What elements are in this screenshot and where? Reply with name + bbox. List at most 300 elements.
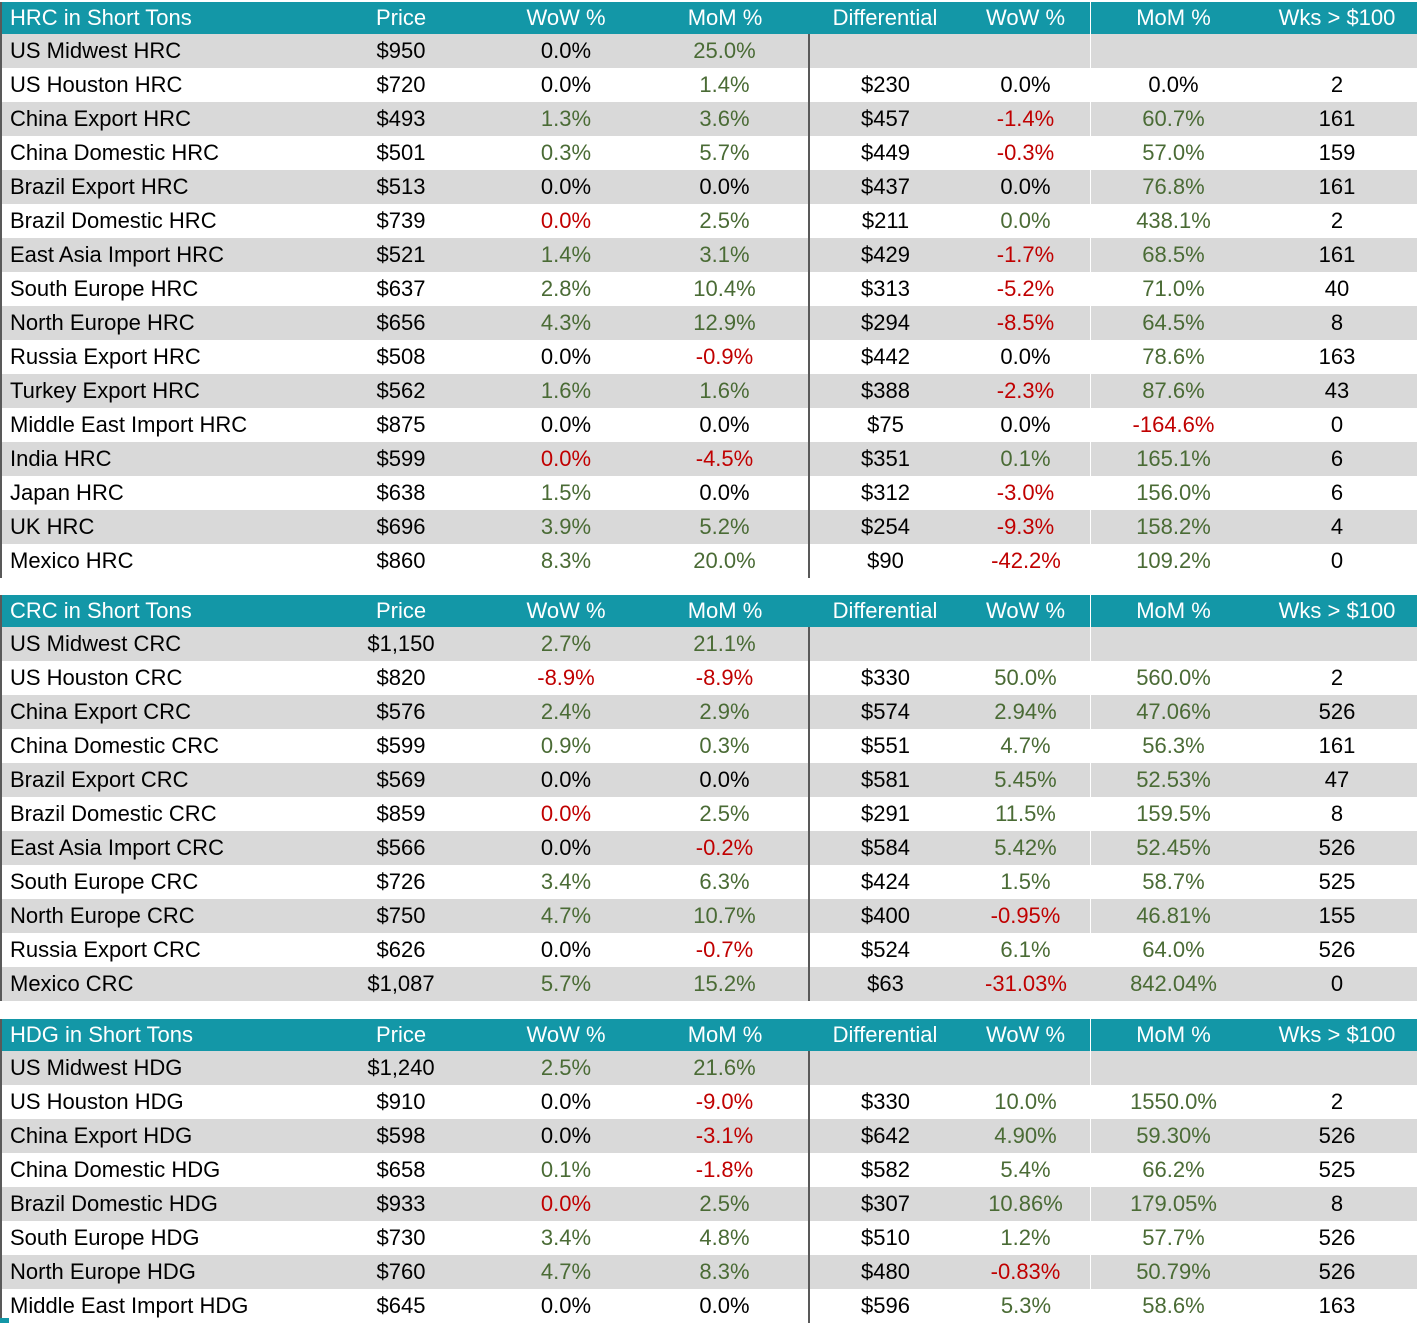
cell-price[interactable]: $562 <box>376 378 426 403</box>
cell-wks[interactable]: 161 <box>1318 733 1356 758</box>
cell-price[interactable]: $638 <box>376 480 426 505</box>
cell-price[interactable]: $760 <box>376 1259 426 1284</box>
cell-mom[interactable]: 5.7% <box>699 140 750 165</box>
cell-wks[interactable]: 8 <box>1330 310 1344 335</box>
cell-mom[interactable]: -0.9% <box>695 344 754 369</box>
cell-wks[interactable]: 2 <box>1330 72 1344 97</box>
cell-dmom[interactable]: 179.05% <box>1130 1191 1217 1216</box>
cell-mom[interactable]: 3.6% <box>699 106 750 131</box>
cell-wks[interactable]: 163 <box>1318 1293 1356 1318</box>
cell-price[interactable]: $626 <box>376 937 426 962</box>
cell-price[interactable]: $658 <box>376 1157 426 1182</box>
cell-diff[interactable]: $400 <box>809 899 961 933</box>
cell-dmom[interactable]: 52.45% <box>1136 835 1211 860</box>
cell-wks[interactable]: 163 <box>1318 344 1356 369</box>
row-label[interactable]: Mexico HRC <box>10 548 134 573</box>
cell-mom[interactable]: 4.8% <box>699 1225 750 1250</box>
row-label[interactable]: Brazil Domestic CRC <box>10 801 217 826</box>
col-header-mom[interactable]: MoM % <box>641 595 809 627</box>
cell-dwow[interactable]: 0.0% <box>1000 344 1051 369</box>
cell-dwow[interactable]: 5.45% <box>994 767 1057 792</box>
row-label[interactable]: Turkey Export HRC <box>10 378 200 403</box>
row-label[interactable]: Middle East Import HDG <box>10 1293 249 1318</box>
col-header-differential[interactable]: Differential <box>809 2 961 34</box>
cell-price[interactable]: $950 <box>376 38 426 63</box>
row-label[interactable]: South Europe CRC <box>10 869 199 894</box>
cell-mom[interactable]: 21.6% <box>693 1055 756 1080</box>
cell-diff[interactable]: $75 <box>809 408 961 442</box>
cell-diff[interactable]: $449 <box>809 136 961 170</box>
cell-dwow[interactable]: -9.3% <box>996 514 1055 539</box>
cell-price[interactable]: $576 <box>376 699 426 724</box>
cell-dmom[interactable]: 560.0% <box>1136 665 1211 690</box>
cell-dwow[interactable]: 5.3% <box>1000 1293 1052 1318</box>
col-header-wow[interactable]: WoW % <box>491 2 641 34</box>
cell-dmom[interactable] <box>1091 627 1256 661</box>
cell-diff[interactable]: $291 <box>809 797 961 831</box>
cell-dwow[interactable]: -31.03% <box>985 971 1067 996</box>
cell-wks[interactable] <box>1256 627 1417 661</box>
cell-price[interactable]: $860 <box>376 548 426 573</box>
row-label[interactable]: China Domestic HRC <box>10 140 220 165</box>
cell-wow[interactable]: 2.7% <box>540 631 592 656</box>
row-label[interactable]: Brazil Export CRC <box>10 767 189 792</box>
col-header-differential[interactable]: Differential <box>809 595 961 627</box>
cell-mom[interactable]: 0.0% <box>699 1293 750 1318</box>
cell-dwow[interactable] <box>961 34 1091 68</box>
cell-price[interactable]: $599 <box>376 446 426 471</box>
cell-price[interactable]: $696 <box>376 514 426 539</box>
row-label[interactable]: Middle East Import HRC <box>10 412 248 437</box>
row-label[interactable]: North Europe HRC <box>10 310 195 335</box>
row-label[interactable]: China Domestic CRC <box>10 733 220 758</box>
cell-diff[interactable]: $551 <box>809 729 961 763</box>
cell-wow[interactable]: 0.0% <box>540 208 592 233</box>
cell-wow[interactable]: 0.0% <box>540 446 592 471</box>
cell-wks[interactable]: 43 <box>1324 378 1350 403</box>
cell-dmom[interactable]: 59.30% <box>1136 1123 1211 1148</box>
section-title-hdg[interactable]: HDG in Short Tons <box>1 1019 311 1051</box>
row-label[interactable]: East Asia Import CRC <box>10 835 224 860</box>
cell-diff[interactable]: $581 <box>809 763 961 797</box>
cell-diff[interactable]: $524 <box>809 933 961 967</box>
cell-dmom[interactable]: 0.0% <box>1148 72 1199 97</box>
col-header-differential[interactable]: Differential <box>809 1019 961 1051</box>
cell-diff[interactable] <box>809 1051 961 1085</box>
cell-dmom[interactable]: 64.5% <box>1142 310 1205 335</box>
col-header-wow[interactable]: WoW % <box>491 595 641 627</box>
cell-wks[interactable]: 525 <box>1318 1157 1356 1182</box>
cell-diff[interactable]: $313 <box>809 272 961 306</box>
cell-wks[interactable]: 526 <box>1318 1123 1356 1148</box>
cell-dwow[interactable]: 10.86% <box>988 1191 1063 1216</box>
cell-mom[interactable]: 21.1% <box>693 631 756 656</box>
cell-wow[interactable]: 0.0% <box>540 835 592 860</box>
cell-wow[interactable]: 0.1% <box>540 1157 592 1182</box>
cell-wks[interactable]: 8 <box>1330 801 1344 826</box>
cell-dmom[interactable]: 57.7% <box>1142 1225 1205 1250</box>
col-header-mom[interactable]: MoM % <box>641 1019 809 1051</box>
row-label[interactable]: US Houston HDG <box>10 1089 184 1114</box>
cell-dmom[interactable]: 842.04% <box>1130 971 1217 996</box>
cell-dmom[interactable]: 71.0% <box>1142 276 1205 301</box>
cell-wks[interactable]: 2 <box>1330 1089 1344 1114</box>
cell-wks[interactable]: 47 <box>1324 767 1350 792</box>
cell-wks[interactable]: 40 <box>1324 276 1350 301</box>
cell-wow[interactable]: 0.0% <box>540 1293 592 1318</box>
cell-price[interactable]: $501 <box>376 140 426 165</box>
cell-dmom[interactable]: 87.6% <box>1142 378 1205 403</box>
cell-diff[interactable]: $211 <box>809 204 961 238</box>
cell-dmom[interactable]: 68.5% <box>1142 242 1205 267</box>
cell-dwow[interactable]: 4.90% <box>994 1123 1057 1148</box>
cell-mom[interactable]: 8.3% <box>699 1259 750 1284</box>
cell-mom[interactable]: 0.0% <box>699 412 750 437</box>
cell-mom[interactable]: 2.9% <box>699 699 750 724</box>
section-title-crc[interactable]: CRC in Short Tons <box>1 595 311 627</box>
cell-price[interactable]: $875 <box>376 412 426 437</box>
cell-dmom[interactable]: 56.3% <box>1142 733 1205 758</box>
cell-wow[interactable]: 0.0% <box>540 801 592 826</box>
cell-dmom[interactable]: 50.79% <box>1136 1259 1211 1284</box>
row-label[interactable]: Russia Export HRC <box>10 344 201 369</box>
cell-dmom[interactable]: 165.1% <box>1136 446 1211 471</box>
cell-wow[interactable]: 1.3% <box>540 106 592 131</box>
cell-dwow[interactable]: 0.0% <box>1000 174 1051 199</box>
cell-dwow[interactable]: -5.2% <box>996 276 1055 301</box>
row-label[interactable]: US Midwest HRC <box>10 38 182 63</box>
cell-dmom[interactable]: -164.6% <box>1132 412 1215 437</box>
cell-wks[interactable]: 0 <box>1330 548 1344 573</box>
cell-mom[interactable]: 0.3% <box>699 733 750 758</box>
row-label[interactable]: East Asia Import HRC <box>10 242 224 267</box>
row-label[interactable]: China Export CRC <box>10 699 191 724</box>
row-label[interactable]: North Europe CRC <box>10 903 195 928</box>
cell-diff[interactable]: $230 <box>809 68 961 102</box>
cell-diff[interactable]: $388 <box>809 374 961 408</box>
cell-dwow[interactable]: -1.7% <box>996 242 1055 267</box>
row-label[interactable]: China Export HRC <box>10 106 191 131</box>
col-header-price[interactable]: Price <box>311 1019 491 1051</box>
cell-dwow[interactable]: 0.1% <box>1000 446 1051 471</box>
cell-dwow[interactable]: -42.2% <box>991 548 1061 573</box>
cell-mom[interactable]: 20.0% <box>693 548 756 573</box>
cell-wks[interactable]: 159 <box>1318 140 1356 165</box>
cell-wow[interactable]: 2.8% <box>540 276 592 301</box>
cell-mom[interactable]: -0.7% <box>695 937 754 962</box>
cell-diff[interactable]: $596 <box>809 1289 961 1323</box>
cell-dwow[interactable]: 11.5% <box>995 801 1056 826</box>
row-label[interactable]: US Houston CRC <box>10 665 183 690</box>
cell-price[interactable]: $569 <box>376 767 426 792</box>
row-label[interactable]: Russia Export CRC <box>10 937 201 962</box>
col-header-mom[interactable]: MoM % <box>641 2 809 34</box>
cell-mom[interactable]: 6.3% <box>699 869 750 894</box>
cell-mom[interactable]: 0.0% <box>699 767 750 792</box>
cell-mom[interactable]: 2.5% <box>699 801 750 826</box>
cell-mom[interactable]: 25.0% <box>693 38 756 63</box>
cell-wow[interactable]: 1.4% <box>540 242 592 267</box>
cell-price[interactable]: $513 <box>376 174 426 199</box>
cell-price[interactable]: $656 <box>376 310 426 335</box>
cell-dmom[interactable]: 159.5% <box>1136 801 1211 826</box>
cell-wks[interactable]: 161 <box>1318 106 1356 131</box>
cell-diff[interactable]: $437 <box>809 170 961 204</box>
cell-dmom[interactable]: 66.2% <box>1142 1157 1205 1182</box>
cell-wks[interactable]: 525 <box>1318 869 1356 894</box>
cell-dmom[interactable]: 47.06% <box>1136 699 1211 724</box>
cell-mom[interactable]: 3.1% <box>699 242 750 267</box>
cell-dmom[interactable]: 52.53% <box>1136 767 1211 792</box>
cell-dwow[interactable]: 4.7% <box>1000 733 1051 758</box>
cell-wow[interactable]: 2.5% <box>540 1055 592 1080</box>
cell-wow[interactable]: 0.0% <box>540 937 592 962</box>
cell-wow[interactable]: 0.3% <box>540 140 592 165</box>
cell-mom[interactable]: 0.0% <box>699 174 750 199</box>
cell-diff[interactable]: $480 <box>809 1255 961 1289</box>
cell-dwow[interactable]: -3.0% <box>996 480 1055 505</box>
cell-dmom[interactable]: 1550.0% <box>1130 1089 1217 1114</box>
cell-mom[interactable]: -1.8% <box>695 1157 754 1182</box>
cell-dwow[interactable]: -2.3% <box>996 378 1055 403</box>
cell-price[interactable]: $599 <box>376 733 426 758</box>
cell-wow[interactable]: 3.4% <box>540 869 592 894</box>
cell-diff[interactable]: $457 <box>809 102 961 136</box>
cell-wow[interactable]: 4.3% <box>540 310 592 335</box>
cell-diff[interactable]: $584 <box>809 831 961 865</box>
cell-wks[interactable]: 0 <box>1330 412 1344 437</box>
cell-dmom[interactable]: 156.0% <box>1136 480 1211 505</box>
cell-dwow[interactable]: -0.3% <box>996 140 1055 165</box>
cell-wow[interactable]: 1.5% <box>540 480 592 505</box>
cell-diff[interactable]: $582 <box>809 1153 961 1187</box>
row-label[interactable]: North Europe HDG <box>10 1259 196 1284</box>
cell-dwow[interactable]: 5.4% <box>1000 1157 1051 1182</box>
cell-wks[interactable]: 0 <box>1330 971 1344 996</box>
cell-price[interactable]: $598 <box>376 1123 426 1148</box>
cell-wow[interactable]: 1.6% <box>540 378 592 403</box>
cell-dmom[interactable]: 158.2% <box>1136 514 1211 539</box>
cell-wow[interactable]: 0.0% <box>540 344 592 369</box>
row-label[interactable]: US Houston HRC <box>10 72 183 97</box>
cell-mom[interactable]: 5.2% <box>699 514 750 539</box>
cell-dmom[interactable]: 109.2% <box>1136 548 1211 573</box>
row-label[interactable]: Brazil Export HRC <box>10 174 189 199</box>
cell-dmom[interactable] <box>1091 34 1256 68</box>
cell-diff[interactable]: $63 <box>809 967 961 1001</box>
cell-dmom[interactable]: 57.0% <box>1142 140 1205 165</box>
cell-dwow[interactable]: 1.2% <box>1000 1225 1051 1250</box>
cell-wow[interactable]: 0.0% <box>540 1123 592 1148</box>
cell-wks[interactable]: 2 <box>1330 665 1344 690</box>
cell-wow[interactable]: 0.0% <box>540 412 592 437</box>
cell-price[interactable]: $645 <box>376 1293 426 1318</box>
cell-diff[interactable]: $424 <box>809 865 961 899</box>
cell-diff[interactable]: $90 <box>809 544 961 578</box>
cell-price[interactable]: $521 <box>376 242 426 267</box>
cell-price[interactable]: $1,087 <box>367 971 435 996</box>
cell-price[interactable]: $820 <box>376 665 426 690</box>
cell-mom[interactable]: 0.0% <box>699 480 750 505</box>
cell-price[interactable]: $508 <box>376 344 426 369</box>
cell-price[interactable]: $750 <box>376 903 426 928</box>
row-label[interactable]: Mexico CRC <box>10 971 134 996</box>
cell-mom[interactable]: -4.5% <box>695 446 754 471</box>
cell-wks[interactable]: 526 <box>1318 1225 1356 1250</box>
cell-wow[interactable]: 0.0% <box>540 1089 592 1114</box>
cell-price[interactable]: $566 <box>376 835 426 860</box>
cell-price[interactable]: $1,150 <box>367 631 435 656</box>
cell-wow[interactable]: 0.0% <box>540 38 592 63</box>
row-label[interactable]: Brazil Domestic HRC <box>10 208 217 233</box>
cell-price[interactable]: $637 <box>376 276 426 301</box>
cell-diff[interactable]: $351 <box>809 442 961 476</box>
col-header-wow[interactable]: WoW % <box>491 1019 641 1051</box>
col-header-diff-mom[interactable]: MoM % <box>1091 1019 1256 1051</box>
cell-diff[interactable]: $642 <box>809 1119 961 1153</box>
cell-mom[interactable]: 10.4% <box>693 276 756 301</box>
cell-mom[interactable]: -0.2% <box>695 835 754 860</box>
cell-dwow[interactable]: 0.0% <box>1000 208 1051 233</box>
cell-diff[interactable]: $510 <box>809 1221 961 1255</box>
cell-diff[interactable]: $307 <box>809 1187 961 1221</box>
cell-mom[interactable]: -8.9% <box>695 665 754 690</box>
cell-wks[interactable]: 161 <box>1318 242 1356 267</box>
cell-mom[interactable]: -9.0% <box>695 1089 754 1114</box>
cell-price[interactable]: $730 <box>376 1225 426 1250</box>
col-header-diff-wow[interactable]: WoW % <box>961 595 1091 627</box>
cell-wks[interactable]: 161 <box>1318 174 1356 199</box>
cell-wow[interactable]: 0.0% <box>540 174 592 199</box>
cell-wow[interactable]: 2.4% <box>540 699 592 724</box>
col-header-diff-wow[interactable]: WoW % <box>961 1019 1091 1051</box>
cell-dmom[interactable]: 78.6% <box>1142 344 1205 369</box>
col-header-diff-wow[interactable]: WoW % <box>961 2 1091 34</box>
cell-wow[interactable]: 4.7% <box>540 903 592 928</box>
cell-diff[interactable] <box>809 34 961 68</box>
cell-wow[interactable]: 0.0% <box>540 767 592 792</box>
cell-dwow[interactable]: -0.83% <box>990 1259 1061 1284</box>
row-label[interactable]: US Midwest HDG <box>10 1055 183 1080</box>
cell-mom[interactable]: 1.6% <box>699 378 750 403</box>
cell-wks[interactable]: 2 <box>1330 208 1344 233</box>
cell-mom[interactable]: 2.5% <box>699 1191 750 1216</box>
cell-price[interactable]: $933 <box>376 1191 426 1216</box>
row-label[interactable]: China Export HDG <box>10 1123 193 1148</box>
cell-dmom[interactable]: 58.6% <box>1142 1293 1205 1318</box>
col-header-diff-mom[interactable]: MoM % <box>1091 595 1256 627</box>
cell-diff[interactable]: $330 <box>809 661 961 695</box>
cell-dwow[interactable] <box>961 627 1091 661</box>
cell-dmom[interactable]: 76.8% <box>1142 174 1205 199</box>
row-label[interactable]: India HRC <box>10 446 112 471</box>
col-header-wks[interactable]: Wks > $100 <box>1256 2 1417 34</box>
cell-wks[interactable]: 526 <box>1318 937 1356 962</box>
cell-wks[interactable]: 526 <box>1318 1259 1356 1284</box>
row-label[interactable]: South Europe HDG <box>10 1225 200 1250</box>
cell-dwow[interactable]: -8.5% <box>996 310 1055 335</box>
cell-wks[interactable] <box>1256 1051 1417 1085</box>
cell-price[interactable]: $859 <box>376 801 426 826</box>
row-label[interactable]: Japan HRC <box>10 480 124 505</box>
cell-mom[interactable]: 12.9% <box>693 310 756 335</box>
cell-diff[interactable]: $442 <box>809 340 961 374</box>
cell-dmom[interactable]: 60.7% <box>1142 106 1205 131</box>
cell-wow[interactable]: 0.0% <box>540 1191 592 1216</box>
section-title-hrc[interactable]: HRC in Short Tons <box>1 2 311 34</box>
cell-diff[interactable]: $254 <box>809 510 961 544</box>
row-label[interactable]: China Domestic HDG <box>10 1157 221 1182</box>
cell-dwow[interactable]: 6.1% <box>1000 937 1051 962</box>
cell-mom[interactable]: -3.1% <box>695 1123 754 1148</box>
cell-dmom[interactable] <box>1091 1051 1256 1085</box>
cell-wow[interactable]: 0.9% <box>540 733 592 758</box>
cell-dwow[interactable]: 5.42% <box>994 835 1057 860</box>
cell-diff[interactable]: $330 <box>809 1085 961 1119</box>
cell-mom[interactable]: 15.2% <box>693 971 756 996</box>
col-header-price[interactable]: Price <box>311 2 491 34</box>
cell-dwow[interactable]: 0.0% <box>1000 412 1051 437</box>
cell-diff[interactable]: $429 <box>809 238 961 272</box>
cell-dmom[interactable]: 58.7% <box>1142 869 1205 894</box>
cell-wow[interactable]: 3.4% <box>540 1225 592 1250</box>
cell-wow[interactable]: 8.3% <box>540 548 592 573</box>
cell-diff[interactable]: $574 <box>809 695 961 729</box>
cell-mom[interactable]: 1.4% <box>699 72 750 97</box>
cell-wow[interactable]: 0.0% <box>540 72 592 97</box>
cell-mom[interactable]: 10.7% <box>693 903 756 928</box>
col-header-wks[interactable]: Wks > $100 <box>1256 1019 1417 1051</box>
cell-dwow[interactable]: 2.94% <box>994 699 1057 724</box>
cell-wks[interactable]: 6 <box>1330 480 1344 505</box>
cell-price[interactable]: $910 <box>376 1089 426 1114</box>
cell-wks[interactable]: 155 <box>1318 903 1356 928</box>
cell-dmom[interactable]: 64.0% <box>1142 937 1205 962</box>
cell-wks[interactable] <box>1256 34 1417 68</box>
cell-wks[interactable]: 6 <box>1330 446 1344 471</box>
cell-diff[interactable]: $294 <box>809 306 961 340</box>
cell-mom[interactable]: 2.5% <box>699 208 750 233</box>
cell-wow[interactable]: 4.7% <box>540 1259 592 1284</box>
cell-price[interactable]: $1,240 <box>367 1055 435 1080</box>
col-header-diff-mom[interactable]: MoM % <box>1091 2 1256 34</box>
cell-price[interactable]: $720 <box>376 72 426 97</box>
cell-dwow[interactable] <box>961 1051 1091 1085</box>
cell-wks[interactable]: 526 <box>1318 699 1356 724</box>
row-label[interactable]: Brazil Domestic HDG <box>10 1191 218 1216</box>
cell-dmom[interactable]: 438.1% <box>1136 208 1211 233</box>
cell-dwow[interactable]: 1.5% <box>1000 869 1051 894</box>
cell-price[interactable]: $493 <box>376 106 426 131</box>
cell-wow[interactable]: -8.9% <box>537 665 595 690</box>
row-label[interactable]: South Europe HRC <box>10 276 199 301</box>
cell-dmom[interactable]: 46.81% <box>1136 903 1211 928</box>
cell-wow[interactable]: 5.7% <box>540 971 592 996</box>
row-label[interactable]: US Midwest CRC <box>10 631 182 656</box>
cell-dwow[interactable]: -1.4% <box>996 106 1055 131</box>
cell-diff[interactable]: $312 <box>809 476 961 510</box>
cell-wks[interactable]: 4 <box>1330 514 1344 539</box>
cell-price[interactable]: $739 <box>376 208 426 233</box>
cell-wks[interactable]: 526 <box>1318 835 1356 860</box>
cell-dwow[interactable]: 50.0% <box>994 665 1057 690</box>
col-header-wks[interactable]: Wks > $100 <box>1256 595 1417 627</box>
cell-diff[interactable] <box>809 627 961 661</box>
cell-dwow[interactable]: -0.95% <box>990 903 1061 928</box>
cell-dwow[interactable]: 0.0% <box>1000 72 1051 97</box>
row-label[interactable]: UK HRC <box>10 514 95 539</box>
cell-dwow[interactable]: 10.0% <box>994 1089 1057 1114</box>
